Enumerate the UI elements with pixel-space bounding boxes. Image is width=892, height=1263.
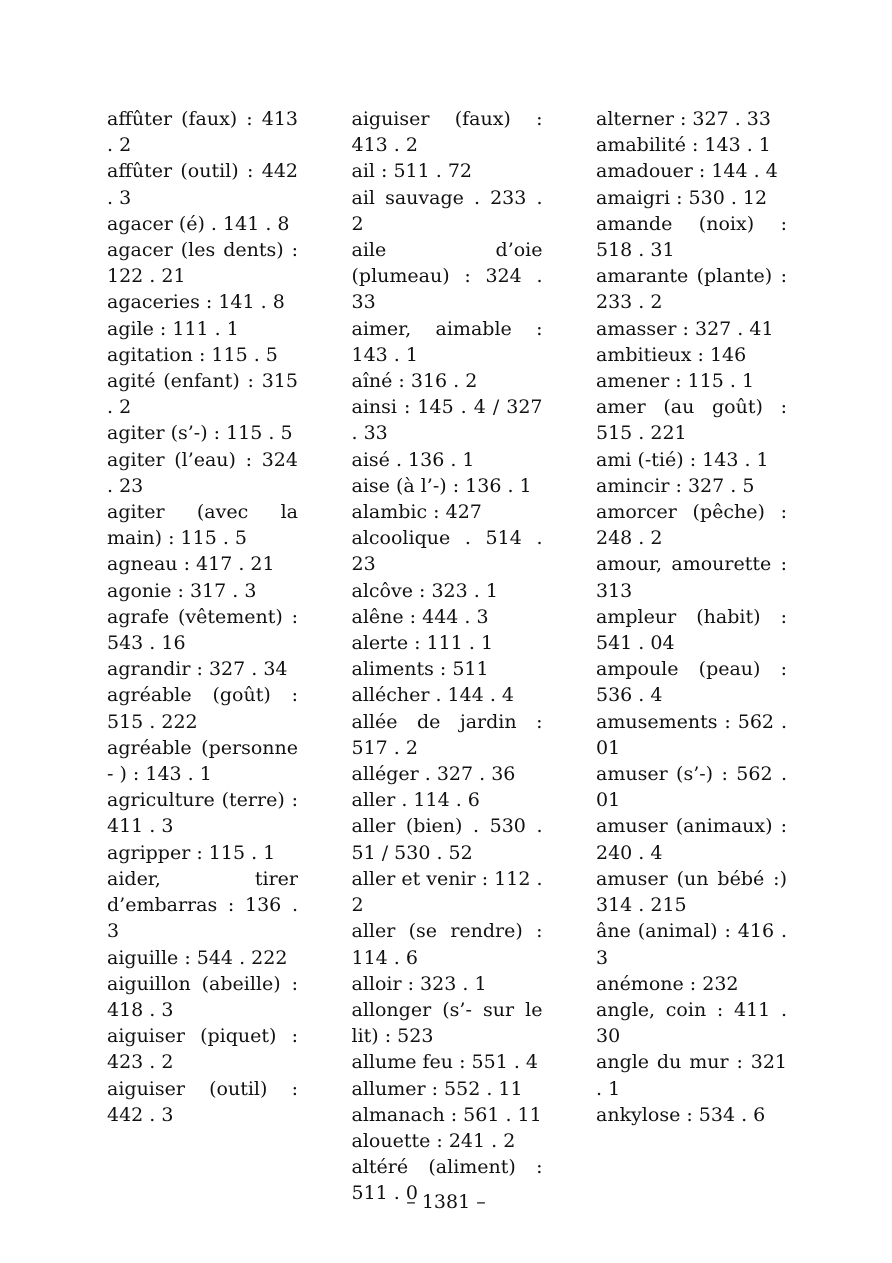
index-entry: agrandir : 327 . 34: [107, 658, 288, 681]
index-entry: ampleur (habit) : 541 . 04: [596, 605, 787, 655]
index-entry: aiguiser (faux) : 413 . 2: [351, 108, 543, 157]
index-entry: alcôve : 323 . 1: [351, 579, 498, 602]
index-entry: agiter (avec la main) : 115 . 5: [107, 501, 298, 550]
index-entry: alléger . 327 . 36: [351, 763, 516, 786]
index-entry: agripper : 115 . 1: [107, 841, 276, 864]
index-entry: agité (enfant) : 315 . 2: [107, 370, 298, 419]
index-entry: aller (se rendre) : 114 . 6: [351, 920, 543, 969]
index-entry: âne (animal) : 416 . 3: [596, 920, 787, 969]
index-entry: alambic : 427: [351, 501, 482, 524]
index-entry: agréable (goût) : 515 . 222: [107, 684, 298, 733]
index-entry: agonie : 317 . 3: [107, 579, 257, 602]
index-column-2: [352, 106, 543, 1207]
index-entry: amuser (un bébé :) 314 . 215: [596, 867, 787, 917]
index-entry: alcoolique . 514 . 23: [351, 527, 543, 576]
index-entry: amande (noix) : 518 . 31: [596, 212, 787, 262]
page-number: – 1381 –: [406, 1191, 486, 1213]
index-entry: agacer (les dents) : 122 . 21: [107, 239, 298, 288]
index-entry: agacer (é) . 141 . 8: [107, 212, 290, 235]
index-entry: amasser : 327 . 41: [596, 317, 774, 340]
index-entry: amarante (plante) : 233 . 2: [596, 265, 787, 314]
index-entry: aise (à l’-) : 136 . 1: [351, 474, 532, 497]
index-entry: amuser (animaux) : 240 . 4: [596, 815, 787, 864]
index-entry: amer (au goût) : 515 . 221: [596, 396, 787, 445]
index-entry: amorcer (pêche) : 248 . 2: [596, 501, 787, 550]
index-entry: almanach : 561 . 11: [351, 1103, 542, 1126]
index-entry: ampoule (peau) : 536 . 4: [596, 658, 787, 707]
index-entry: agiter (l’eau) : 324 . 23: [107, 448, 298, 497]
index-entry: allée de jardin : 517 . 2: [351, 710, 543, 759]
index-entry: aisé . 136 . 1: [351, 448, 475, 471]
index-entry: amaigri : 530 . 12: [596, 186, 768, 209]
index-entry: aile d’oie (plumeau) : 324 . 33: [351, 239, 543, 314]
index-entry: ainsi : 145 . 4 / 327 . 33: [351, 396, 543, 445]
index-entry: amuser (s’-) : 562 . 01: [596, 763, 787, 812]
index-entry: angle, coin : 411 . 30: [596, 998, 787, 1048]
index-entry: agriculture (terre) : 411 . 3: [107, 789, 298, 838]
index-entry: ambitieux : 146: [596, 343, 747, 366]
index-entry: affûter (faux) : 413 . 2: [107, 108, 298, 157]
index-entry: aller (bien) . 530 . 51 / 530 . 52: [351, 815, 543, 864]
index-entry: aider, tirer d’embarras : 136 . 3: [107, 867, 298, 943]
index-entry: alerte : 111 . 1: [351, 632, 494, 655]
index-entry: allécher . 144 . 4: [351, 684, 515, 707]
index-columns: [107, 106, 787, 1207]
index-entry: agitation : 115 . 5: [107, 343, 278, 366]
index-entry: aiguille : 544 . 222: [107, 946, 288, 969]
index-entry: affûter (outil) : 442 . 3: [107, 160, 298, 209]
index-entry: aîné : 316 . 2: [351, 370, 478, 393]
index-entry: agile : 111 . 1: [107, 317, 239, 340]
index-entry: allonger (s’- sur le lit) : 523: [351, 998, 543, 1048]
index-entry: aiguillon (abeille) : 418 . 3: [107, 972, 298, 1021]
index-entry: alouette : 241 . 2: [351, 1129, 516, 1152]
index-entry: ami (-tié) : 143 . 1: [596, 448, 769, 471]
index-entry: aimer, aimable : 143 . 1: [351, 317, 543, 366]
index-entry: ail sauvage . 233 . 2: [351, 186, 543, 235]
index-entry: altéré (aliment) : 511 . 0: [351, 1156, 543, 1205]
index-entry: ankylose : 534 . 6: [596, 1103, 766, 1126]
index-entry: allumer : 552 . 11: [351, 1077, 523, 1100]
index-entry: ail : 511 . 72: [351, 160, 473, 183]
index-entry: amadouer : 144 . 4: [596, 160, 778, 183]
index-entry: agrafe (vêtement) : 543 . 16: [107, 605, 298, 655]
index-entry: amour, amourette : 313: [596, 553, 787, 602]
index-entry: angle du mur : 321 . 1: [596, 1051, 787, 1100]
index-entry: agréable (personne - ) : 143 . 1: [107, 736, 298, 786]
index-entry: allume feu : 551 . 4: [351, 1051, 538, 1074]
index-entry: alterner : 327 . 33: [596, 108, 771, 130]
index-entry: amener : 115 . 1: [596, 370, 755, 393]
index-entry: agneau : 417 . 21: [107, 553, 275, 576]
index-column-3: [596, 106, 787, 1207]
index-entry: aller . 114 . 6: [351, 789, 480, 812]
index-entry: agiter (s’-) : 115 . 5: [107, 422, 293, 445]
index-entry: amabilité : 143 . 1: [596, 134, 771, 157]
index-entry: agaceries : 141 . 8: [107, 291, 285, 314]
index-entry: alêne : 444 . 3: [351, 605, 489, 628]
index-entry: aiguiser (outil) : 442 . 3: [107, 1077, 298, 1126]
index-entry: aiguiser (piquet) : 423 . 2: [107, 1025, 298, 1074]
index-entry: aliments : 511: [351, 658, 489, 681]
index-column-1: [107, 106, 298, 1207]
index-entry: amusements : 562 . 01: [596, 710, 787, 759]
index-entry: aller et venir : 112 . 2: [351, 867, 543, 917]
index-entry: anémone : 232: [596, 972, 739, 995]
index-entry: alloir : 323 . 1: [351, 972, 487, 995]
index-entry: amincir : 327 . 5: [596, 474, 755, 497]
